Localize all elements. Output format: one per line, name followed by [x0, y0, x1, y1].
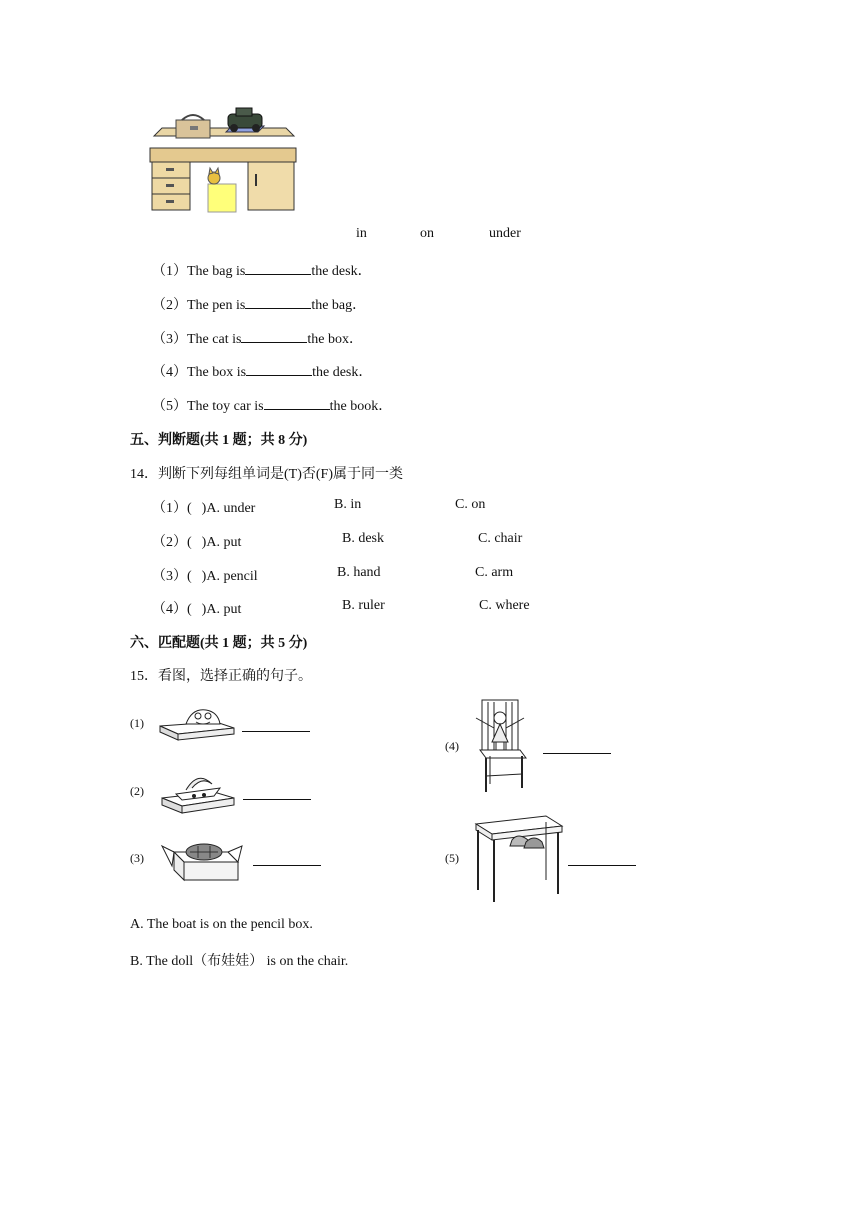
judge-item-a — [152, 497, 255, 517]
answer-blank-1[interactable] — [242, 719, 310, 737]
doll-on-chair-icon — [472, 698, 528, 794]
judge-item-a — [152, 531, 241, 551]
picture-label-1: (1) — [130, 716, 144, 730]
answer-blank[interactable] — [241, 330, 307, 343]
fill-blank-item — [152, 260, 372, 280]
option-c: C. arm — [475, 565, 514, 580]
fill-blank-item — [152, 395, 392, 415]
answer-blank-4[interactable] — [543, 741, 611, 759]
option-c: C. on — [455, 497, 486, 512]
answer-blank[interactable] — [246, 363, 312, 376]
answer-blank[interactable] — [245, 296, 311, 309]
item-text-before: The bag is — [187, 264, 246, 279]
fill-blank-item — [152, 328, 363, 348]
item-number: （2）( — [152, 535, 192, 550]
option-a-sentence: A. The boat is on the pencil box. — [130, 917, 313, 932]
answer-blank[interactable] — [245, 262, 311, 275]
answer-blank-5[interactable] — [568, 853, 636, 871]
picture-label-5: (5) — [445, 851, 459, 865]
picture-label-2: (2) — [130, 784, 144, 798]
item-number: （5） — [152, 399, 187, 414]
question-15: 15．看图，选择正确的句子。 — [130, 669, 312, 684]
item-text-before: The cat is — [187, 332, 242, 347]
fill-blank-item — [152, 361, 372, 381]
section-five-title: 五、判断题(共 1 题；共 8 分) — [130, 433, 308, 448]
item-number: （3）( — [152, 569, 192, 584]
toy-car-on-pencil-box-icon — [156, 702, 238, 742]
item-text-before: The box is — [187, 365, 247, 380]
item-number: （4）( — [152, 602, 192, 617]
picture-label-4: (4) — [445, 739, 459, 753]
answer-blank-3[interactable] — [253, 853, 321, 871]
judge-item-a — [152, 565, 258, 585]
option-c: C. where — [479, 598, 530, 613]
desk-scene-illustration — [148, 106, 298, 214]
item-number: （1） — [152, 264, 187, 279]
judge-item-a — [152, 598, 241, 618]
shoes-under-desk-icon — [470, 810, 566, 906]
option-a: )A. put — [201, 535, 242, 550]
option-b: B. desk — [342, 531, 384, 546]
picture-label-3: (3) — [130, 851, 144, 865]
answer-blank-2[interactable] — [243, 787, 311, 805]
item-number: （3） — [152, 332, 187, 347]
item-number: （1）( — [152, 501, 192, 516]
option-b-sentence: B. The doll（布娃娃） is on the chair. — [130, 954, 349, 969]
item-text-before: The toy car is — [187, 399, 264, 414]
answer-blank[interactable] — [264, 397, 330, 410]
item-text-after: the box． — [307, 332, 364, 347]
item-text-before: The pen is — [187, 298, 246, 313]
item-text-after: the desk． — [311, 264, 372, 279]
word-bank-in: in — [356, 226, 367, 241]
item-text-after: the bag． — [311, 298, 367, 313]
section-six-title: 六、匹配题(共 1 题；共 5 分) — [130, 636, 308, 651]
item-number: （4） — [152, 365, 187, 380]
option-a: )A. pencil — [201, 569, 258, 584]
item-text-after: the book． — [329, 399, 393, 414]
fill-blank-item — [152, 294, 366, 314]
option-b: B. hand — [337, 565, 381, 580]
option-b: B. ruler — [342, 598, 385, 613]
boat-on-pencil-box-icon — [158, 766, 238, 816]
word-bank-on: on — [420, 226, 434, 241]
item-text-after: the desk． — [312, 365, 373, 380]
option-a: )A. under — [201, 501, 256, 516]
option-b: B. in — [334, 497, 362, 512]
item-number: （2） — [152, 298, 187, 313]
option-a: )A. put — [201, 602, 242, 617]
turtle-in-box-icon — [158, 836, 246, 882]
option-c: C. chair — [478, 531, 523, 546]
word-bank-under: under — [489, 226, 521, 241]
question-14: 14．判断下列每组单词是(T)否(F)属于同一类 — [130, 467, 403, 482]
